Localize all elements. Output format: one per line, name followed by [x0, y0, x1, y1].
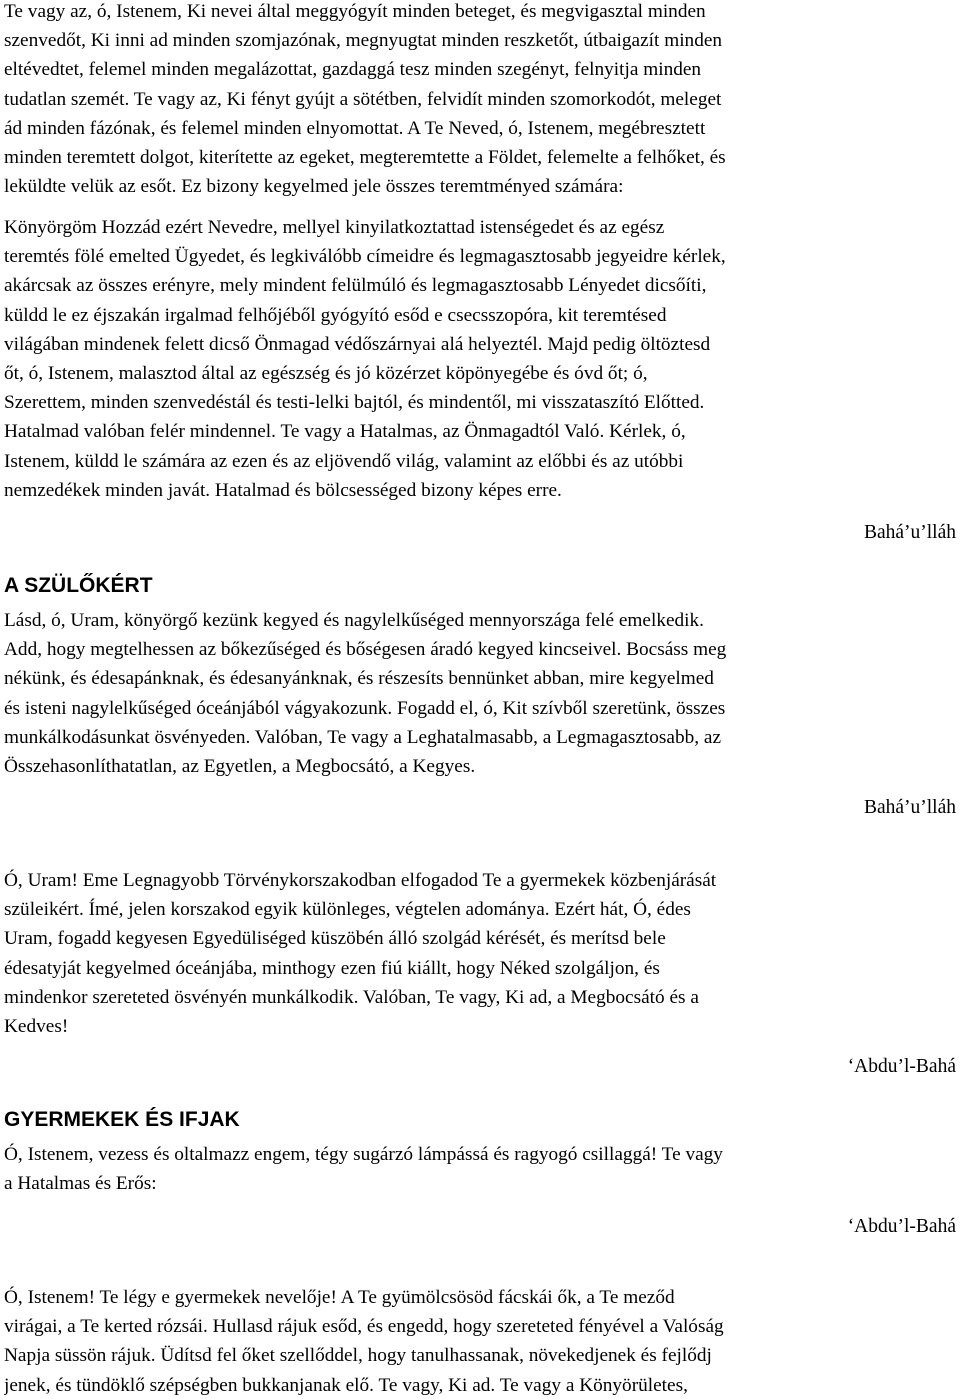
paragraph-line: Add, hogy megtelhessen az bőkezűséged és bőségesen áradó kegyed kincseivel. Bocsáss meg	[4, 639, 727, 661]
paragraph-line: jenek, és tündöklő szépségben bukkanjanak elő. Te vagy, Ki ad. Te vagy a Könyörületes,	[4, 1374, 688, 1396]
paragraph-line: munkálkodásunkat ösvényeden. Valóban, Te vagy a Leghatalmasabb, a Legmagasztosabb, az	[4, 726, 722, 748]
paragraph-line: Te vagy az, ó, Istenem, Ki nevei által meggyógyít minden beteget, és megvigasztal minden	[4, 1, 706, 22]
paragraph-line: leküldte velük az esőt. Ez bizony kegyelmed jele összes teremtményed számára:	[4, 176, 624, 198]
signature: ‘Abdu’l-Bahá	[847, 1216, 956, 1237]
paragraph-line: Uram, fogadd kegyesen Egyedüliséged küszöbén álló szolgád kérését, és merítsd bele	[4, 928, 666, 950]
paragraph-line: világában mindenek felett dicső Önmagad védőszárnyai alá helyeztél. Majd pedig öltöztesd	[4, 333, 711, 355]
paragraph-line: Istenem, küldd le számára az ezen és az eljövendő világ, valamint az előbbi és az utóbbi	[4, 450, 684, 472]
paragraph-line: virágai, a Te kerted rózsái. Hullasd rájuk esőd, és engedd, hogy szereteted fényével a Valóság	[4, 1316, 724, 1338]
signature: Bahá’u’lláh	[863, 797, 956, 818]
prayer-paragraph	[4, 866, 716, 1041]
paragraph-line: Kedves!	[4, 1016, 69, 1038]
prayer-paragraph	[4, 1140, 723, 1198]
paragraph-line: mindenkor szereteted ösvényén munkálkodik. Valóban, Te vagy, Ki ad, a Megbocsátó és a	[4, 986, 699, 1008]
paragraph-line: őt, ó, Istenem, malasztod által az egészség és jó közérzet köpönyegébe és óvd őt; ó,	[4, 363, 648, 385]
paragraph-line: küldd le ez éjszakán irgalmad felhőjéből gyógyító esőd e csecsszopóra, kit teremtésed	[4, 304, 667, 326]
paragraph-line: minden teremtett dolgot, kiterítette az egeket, megteremtette a Földet, felemelte a felhőket, és	[4, 147, 726, 169]
paragraph-line: szüleikért. Ímé, jelen korszakod egyik különleges, végtelen adománya. Ezért hát, Ó, édes	[4, 899, 691, 921]
paragraph-line: nékünk, és édesapánknak, és édesanyánknak, és részesíts bennünket abban, mire kegyelmed	[4, 668, 714, 690]
paragraph-line: eltévedtet, felemel minden megalázottat, gazdaggá tesz minden szegényt, felnyitja minden	[4, 59, 702, 81]
paragraph-line: Ó, Istenem, vezess és oltalmazz engem, tégy sugárzó lámpássá és ragyogó csillaggá! Te vagy	[4, 1144, 723, 1165]
section-heading: A SZÜLŐKÉRT	[4, 574, 153, 597]
signature: ‘Abdu’l-Bahá	[847, 1056, 956, 1077]
prayer-paragraph	[4, 606, 726, 781]
paragraph-line: Könyörgöm Hozzád ezért Nevedre, mellyel kinyilatkoztattad istenségedet és az egész	[4, 217, 665, 238]
document-page	[4, 0, 956, 1399]
prayer-paragraph	[4, 213, 726, 505]
paragraph-line: tudatlan szemét. Te vagy az, Ki fényt gyújt a sötétben, felvidít minden szomorkodót, meleget	[4, 88, 722, 110]
paragraph-line: Szerettem, minden szenvedéstál és testi-lelki bajtól, és mindentől, mi visszataszító Előtted.	[4, 392, 705, 414]
paragraph-line: teremtés fölé emelted Ügyedet, és legkiválóbb címeidre és legmagasztosabb jegyeidre kérlek,	[4, 246, 726, 268]
paragraph-line: Hatalmad valóban felér mindennel. Te vagy a Hatalmas, az Önmagadtól Való. Kérlek, ó,	[4, 421, 686, 443]
paragraph-line: Ó, Uram! Eme Legnagyobb Törvénykorszakodban elfogadod Te a gyermekek közbenjárását	[4, 870, 717, 891]
paragraph-line: Ó, Istenem! Te légy e gyermekek nevelője! A Te gyümölcsösöd fácskái ők, a Te meződ	[4, 1287, 675, 1308]
paragraph-line: Napja süssön rájuk. Üdítsd fel őket szellőddel, hogy tanulhassanak, növekedjenek és fejlődj	[4, 1345, 712, 1367]
paragraph-line: akárcsak az összes erényre, mely mindent felülmúló és legmagasztosabb Lényedet dicsőíti,	[4, 275, 707, 297]
paragraph-line: Lásd, ó, Uram, könyörgő kezünk kegyed és nagylelkűséged mennyországa felé emelkedik.	[4, 610, 704, 631]
signature: Bahá’u’lláh	[863, 522, 956, 543]
paragraph-line: Összehasonlíthatatlan, az Egyetlen, a Megbocsátó, a Kegyes.	[4, 756, 476, 778]
paragraph-line: és isteni nagylelkűséged óceánjából vágyakozunk. Fogadd el, ó, Kit szívből szeretünk, összes	[4, 697, 726, 719]
intro-paragraph	[4, 0, 726, 201]
prayer-paragraph	[4, 1283, 724, 1399]
paragraph-line: ád minden fázónak, és felemel minden elnyomottat. A Te Neved, ó, Istenem, megébresztett	[4, 117, 706, 139]
paragraph-line: nemzedékek minden javát. Hatalmad és bölcsességed bizony képes erre.	[4, 479, 562, 501]
section-heading: GYERMEKEK ÉS IFJAK	[4, 1108, 240, 1131]
paragraph-line: édesatyját kegyelmed óceánjába, minthogy ezen fiú kiállt, hogy Néked szolgáljon, és	[4, 957, 660, 979]
paragraph-line: szenvedőt, Ki inni ad minden szomjazónak, megnyugtat minden reszketőt, útbaigazít minden	[4, 30, 723, 52]
paragraph-line: a Hatalmas és Erős:	[4, 1173, 157, 1195]
